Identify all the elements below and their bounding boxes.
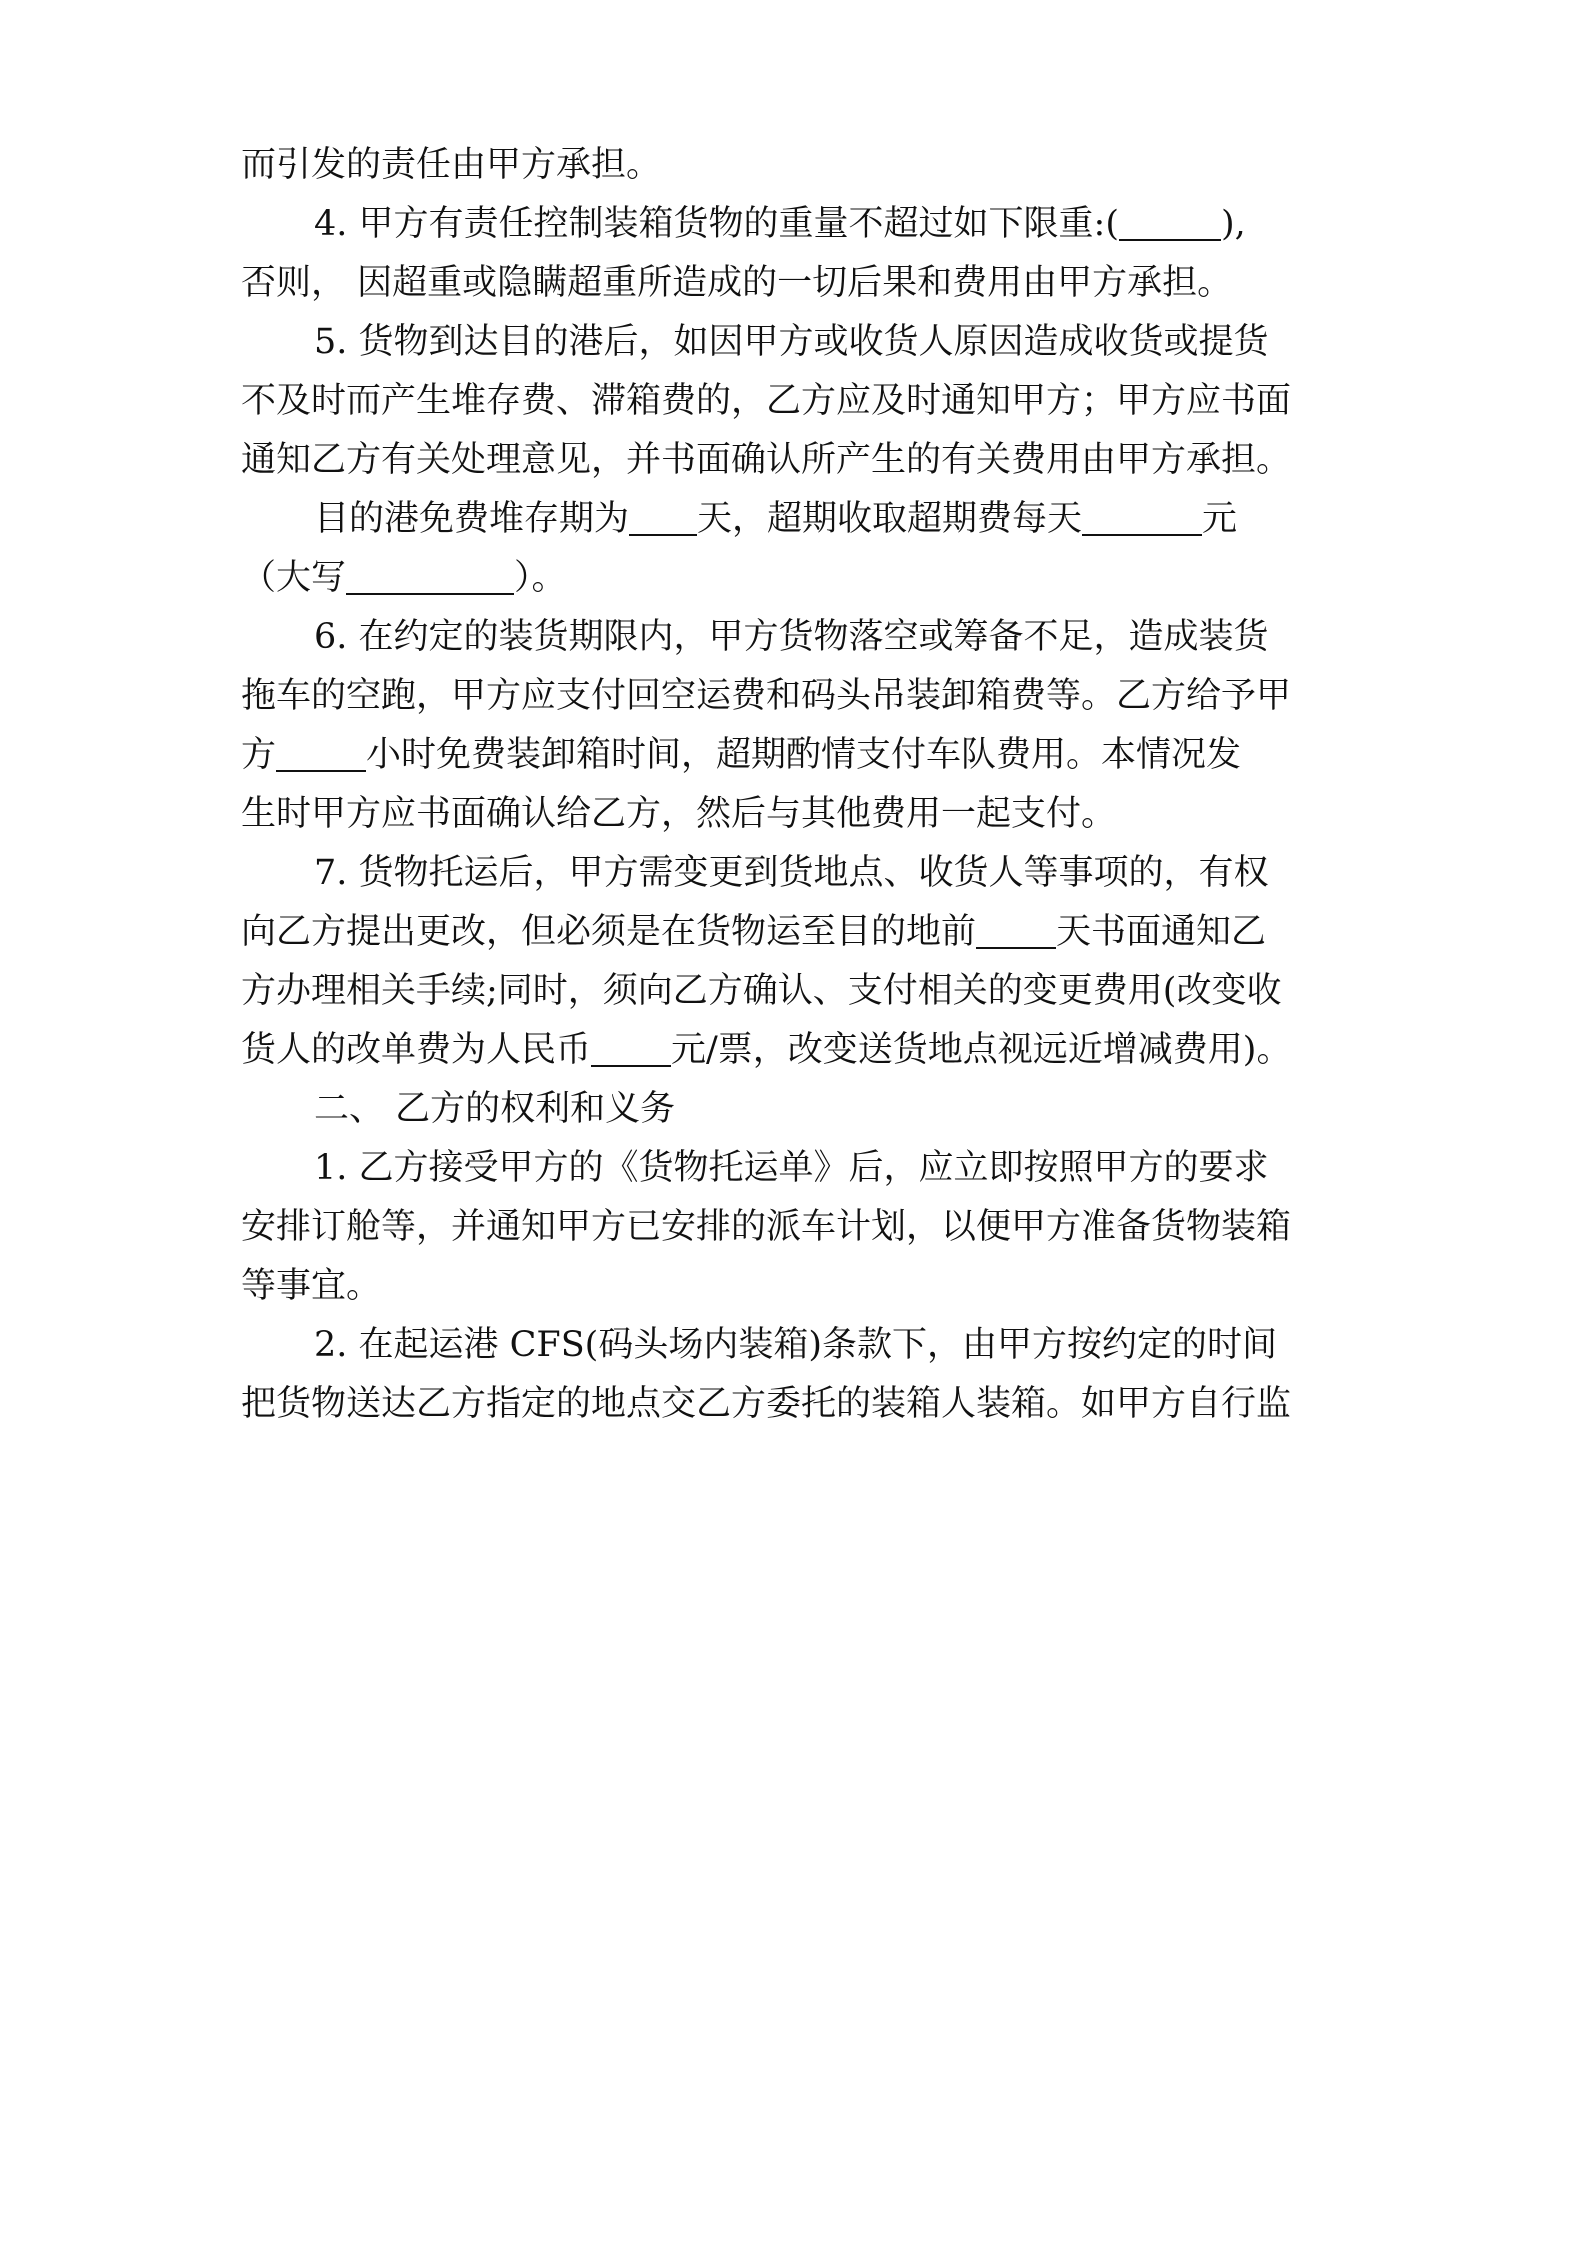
text-line: （大写 ）。 — [241, 558, 567, 598]
text-line: 生时甲方应书面确认给乙方，然后与其他费用一起支付。 — [241, 794, 1117, 834]
clause-5-line: 5. 货物到达目的港后，如因甲方或收货人原因造成收货或提货 — [314, 322, 1269, 362]
text-line: 等事宜。 — [241, 1266, 382, 1306]
text-line: 方 小时免费装卸箱时间，超期酌情支付车队费用。本情况发 — [241, 735, 1242, 775]
change-fee-blank — [591, 1033, 671, 1067]
free-days-blank — [629, 502, 697, 536]
text-line: 否则， 因超重或隐瞒超重所造成的一切后果和费用由甲方承担。 — [241, 263, 1233, 303]
text-line: 向乙方提出更改，但必须是在货物运至目的地前 天书面通知乙 — [241, 912, 1267, 952]
daily-fee-blank — [1082, 502, 1202, 536]
weight-limit-blank — [1119, 207, 1221, 241]
section-heading: 二、 乙方的权利和义务 — [314, 1089, 676, 1129]
amount-in-words-blank — [346, 561, 514, 595]
clause-2-line: 2. 在起运港 CFS(码头场内装箱)条款下，由甲方按约定的时间 — [314, 1325, 1277, 1365]
text-line: 货人的改单费为人民币 元/票，改变送货地点视远近增减费用)。 — [241, 1030, 1292, 1070]
free-storage-line: 目的港免费堆存期为 天，超期收取超期费每天 元 — [314, 499, 1238, 539]
text-line: 把货物送达乙方指定的地点交乙方委托的装箱人装箱。如甲方自行监 — [241, 1384, 1292, 1424]
text-line: 拖车的空跑，甲方应支付回空运费和码头吊装卸箱费等。乙方给予甲 — [241, 676, 1292, 716]
text-line: 方办理相关手续;同时，须向乙方确认、支付相关的变更费用(改变收 — [241, 971, 1282, 1011]
text-line: 安排订舱等，并通知甲方已安排的派车计划，以便甲方准备货物装箱 — [241, 1207, 1292, 1247]
clause-4-line: 4. 甲方有责任控制装箱货物的重量不超过如下限重:( ), — [314, 204, 1246, 244]
text-line: 而引发的责任由甲方承担。 — [241, 145, 662, 185]
clause-1-line: 1. 乙方接受甲方的《货物托运单》后，应立即按照甲方的要求 — [314, 1148, 1269, 1188]
notice-days-blank — [976, 915, 1056, 949]
text-line: 通知乙方有关处理意见，并书面确认所产生的有关费用由甲方承担。 — [241, 440, 1292, 480]
clause-6-line: 6. 在约定的装货期限内，甲方货物落空或筹备不足，造成装货 — [314, 617, 1269, 657]
clause-7-line: 7. 货物托运后，甲方需变更到货地点、收货人等事项的，有权 — [314, 853, 1269, 893]
free-hours-blank — [276, 738, 366, 772]
text-line: 不及时而产生堆存费、滞箱费的，乙方应及时通知甲方；甲方应书面 — [241, 381, 1292, 421]
